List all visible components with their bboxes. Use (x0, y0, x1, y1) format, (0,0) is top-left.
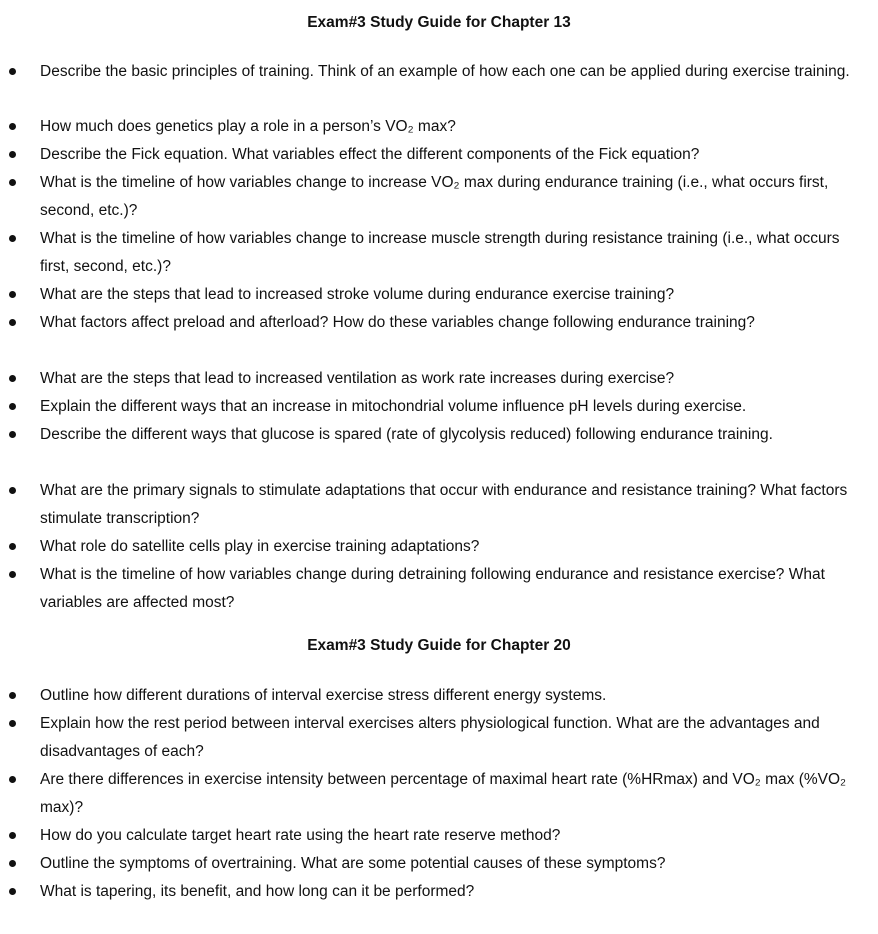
question-text: How much does genetics play a role in a person’s VO₂ max? (40, 118, 456, 135)
question-text: What is the timeline of how variables change to increase muscle strength during resistance training (i.e., what occurs first, second, etc.)? (40, 230, 840, 275)
bullet-icon (9, 179, 16, 186)
bullet-icon (9, 888, 16, 895)
list-item (0, 141, 878, 169)
list-item (0, 682, 878, 710)
question-text: What factors affect preload and afterload? How do these variables change following endurance training? (40, 314, 755, 331)
question-text: Describe the basic principles of training. Think of an example of how each one can be applied during exercise training. (40, 63, 850, 80)
question-text: What are the steps that lead to increased ventilation as work rate increases during exercise? (40, 370, 675, 387)
bullet-icon (9, 123, 16, 130)
question-text: What is the timeline of how variables change during detraining following endurance and resistance exercise? What variables are affected most? (40, 566, 825, 611)
bullet-icon (9, 235, 16, 242)
bullet-icon (9, 776, 16, 783)
question-text: What is tapering, its benefit, and how long can it be performed? (40, 883, 475, 900)
question-text: What is the timeline of how variables change to increase VO₂ max during endurance training (i.e., what occurs first, second, etc.)? (40, 174, 829, 219)
list-item (0, 393, 878, 421)
bullet-icon (9, 431, 16, 438)
list-item (0, 561, 878, 617)
list-item (0, 766, 878, 822)
bullet-icon (9, 692, 16, 699)
question-text: What are the steps that lead to increased stroke volume during endurance exercise training? (40, 286, 675, 303)
list-item (0, 878, 878, 906)
chapter-13-title: Exam#3 Study Guide for Chapter 13 (307, 14, 571, 31)
chapter-13-question-list (0, 58, 878, 617)
question-text: Describe the Fick equation. What variables effect the different components of the Fick equation? (40, 146, 700, 163)
list-item (0, 822, 878, 850)
question-text: What are the primary signals to stimulate adaptations that occur with endurance and resistance training? What factors stimulate transcription? (40, 482, 848, 527)
list-item (0, 365, 878, 393)
bullet-icon (9, 68, 16, 75)
bullet-icon (9, 571, 16, 578)
list-item (0, 169, 878, 225)
list-item (0, 225, 878, 281)
list-item (0, 710, 878, 766)
question-text: Explain the different ways that an increase in mitochondrial volume influence pH levels during exercise. (40, 398, 747, 415)
bullet-icon (9, 291, 16, 298)
list-item (0, 421, 878, 477)
question-text: What role do satellite cells play in exercise training adaptations? (40, 538, 480, 555)
bullet-icon (9, 151, 16, 158)
bullet-icon (9, 403, 16, 410)
question-text: Outline how different durations of interval exercise stress different energy systems. (40, 687, 607, 704)
chapter-20-question-list (0, 682, 878, 906)
bullet-icon (9, 375, 16, 382)
question-text: How do you calculate target heart rate using the heart rate reserve method? (40, 827, 561, 844)
bullet-icon (9, 319, 16, 326)
list-item (0, 58, 878, 113)
question-text: Outline the symptoms of overtraining. What are some potential causes of these symptoms? (40, 855, 666, 872)
list-item (0, 113, 878, 141)
list-item (0, 309, 878, 365)
list-item (0, 533, 878, 561)
list-item (0, 477, 878, 533)
bullet-icon (9, 860, 16, 867)
bullet-icon (9, 720, 16, 727)
list-item (0, 850, 878, 878)
bullet-icon (9, 543, 16, 550)
question-text: Explain how the rest period between interval exercises alters physiological function. What are the advantages and disadvantages of each? (40, 715, 820, 760)
bullet-icon (9, 832, 16, 839)
list-item (0, 281, 878, 309)
chapter-20-title: Exam#3 Study Guide for Chapter 20 (307, 637, 571, 654)
question-text: Describe the different ways that glucose is spared (rate of glycolysis reduced) following endurance training. (40, 426, 773, 443)
question-text: Are there differences in exercise intensity between percentage of maximal heart rate (%HRmax) and VO₂ max (%VO₂ max)? (40, 771, 847, 816)
bullet-icon (9, 487, 16, 494)
